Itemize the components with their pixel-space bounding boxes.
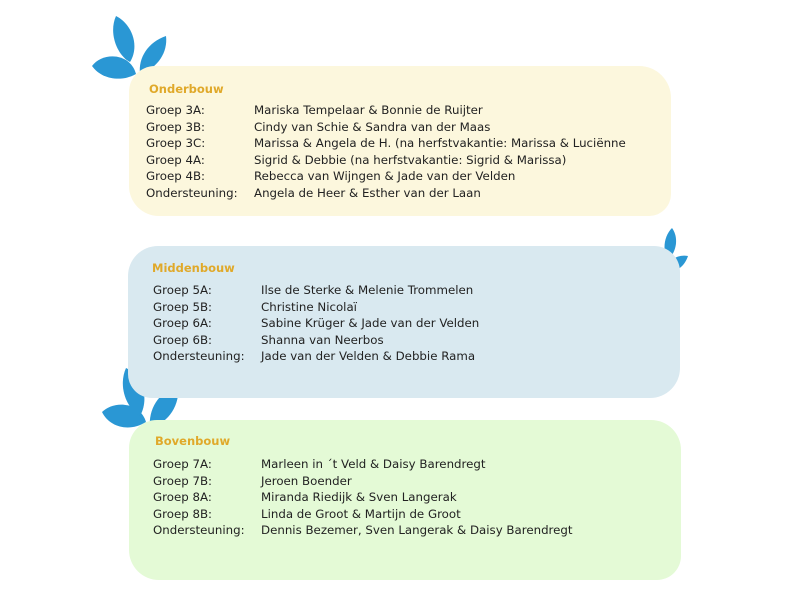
group-label: Groep 6A:	[153, 316, 212, 331]
group-label: Groep 8A:	[153, 490, 212, 505]
group-teachers: Angela de Heer & Esther van der Laan	[254, 185, 481, 200]
onderbouw-list	[146, 102, 626, 202]
onderbouw-card	[129, 66, 671, 216]
list-item	[146, 135, 626, 152]
group-teachers: Christine Nicolaï	[261, 299, 357, 314]
list-item	[153, 315, 479, 332]
list-item	[153, 489, 573, 506]
middenbouw-title: Middenbouw	[152, 261, 235, 275]
group-teachers: Mariska Tempelaar & Bonnie de Ruijter	[254, 103, 483, 117]
list-item	[146, 168, 626, 185]
middenbouw-list	[153, 282, 479, 365]
list-item	[153, 282, 479, 299]
group-teachers: Cindy van Schie & Sandra van der Maas	[254, 119, 491, 134]
list-item	[153, 332, 479, 349]
group-label: Ondersteuning:	[146, 185, 238, 200]
group-label: Ondersteuning:	[153, 523, 245, 538]
group-label: Groep 7A:	[153, 457, 212, 471]
list-item	[146, 102, 626, 119]
group-teachers: Shanna van Neerbos	[261, 332, 384, 347]
group-label: Groep 5A:	[153, 283, 212, 297]
group-teachers: Sabine Krüger & Jade van der Velden	[261, 316, 480, 331]
group-teachers: Rebecca van Wijngen & Jade van der Velden	[254, 169, 516, 184]
group-label: Groep 3A:	[146, 103, 205, 117]
onderbouw-title: Onderbouw	[149, 82, 224, 96]
list-item	[146, 185, 626, 202]
group-label: Groep 3C:	[146, 136, 206, 151]
bovenbouw-card	[129, 420, 681, 580]
list-item	[153, 456, 573, 473]
group-label: Groep 3B:	[146, 119, 206, 134]
group-label: Groep 4B:	[146, 169, 206, 184]
bovenbouw-list	[153, 456, 573, 539]
group-teachers: Jade van der Velden & Debbie Rama	[261, 349, 476, 364]
list-item	[146, 119, 626, 136]
group-label: Groep 5B:	[153, 299, 213, 314]
group-label: Groep 4A:	[146, 152, 205, 167]
bovenbouw-title: Bovenbouw	[155, 434, 231, 448]
group-label: Ondersteuning:	[153, 349, 245, 364]
list-item	[153, 522, 573, 539]
group-label: Groep 8B:	[153, 506, 213, 521]
list-item	[153, 348, 479, 365]
group-label: Groep 6B:	[153, 332, 213, 347]
group-teachers: Marissa & Angela de H. (na herfstvakantie: Marissa & Luciënne	[254, 136, 626, 151]
group-teachers: Ilse de Sterke & Melenie Trommelen	[261, 283, 474, 297]
group-teachers: Jeroen Boender	[261, 473, 352, 488]
list-item	[153, 299, 479, 316]
group-teachers: Dennis Bezemer, Sven Langerak & Daisy Barendregt	[261, 523, 573, 538]
group-teachers: Sigrid & Debbie (na herfstvakantie: Sigrid & Marissa)	[254, 152, 567, 167]
middenbouw-card	[128, 246, 680, 398]
group-teachers: Marleen in ´t Veld & Daisy Barendregt	[261, 457, 486, 471]
group-teachers: Linda de Groot & Martijn de Groot	[261, 506, 461, 521]
list-item	[146, 152, 626, 169]
group-label: Groep 7B:	[153, 473, 213, 488]
list-item	[153, 473, 573, 490]
list-item	[153, 506, 573, 523]
group-teachers: Miranda Riedijk & Sven Langerak	[261, 490, 457, 505]
